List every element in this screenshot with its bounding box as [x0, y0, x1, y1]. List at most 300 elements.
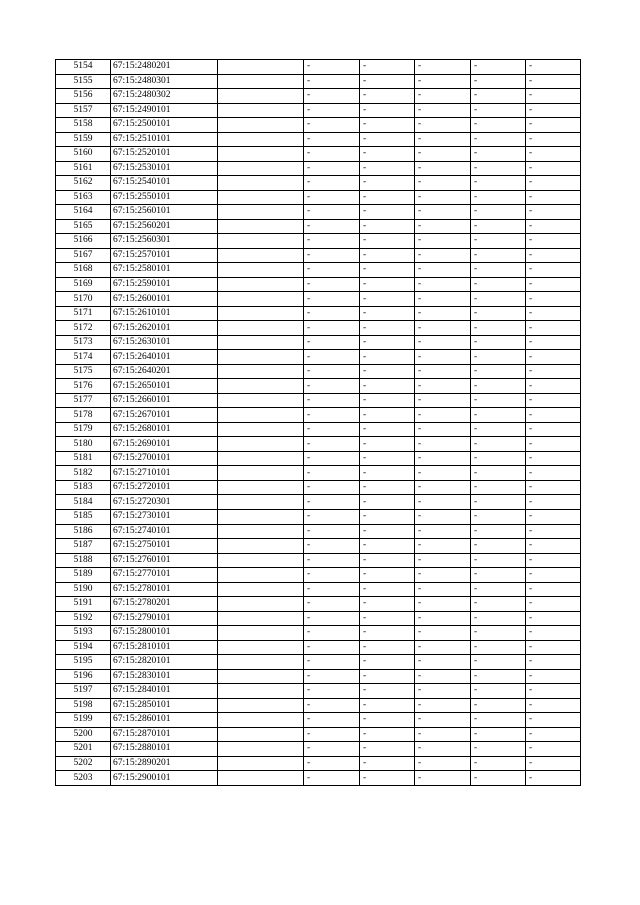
value-cell-3: - [415, 655, 471, 670]
value-cell-3: - [415, 176, 471, 191]
value-cell-5: - [526, 219, 581, 234]
row-number-cell: 5197 [56, 684, 111, 699]
row-number-cell: 5198 [56, 698, 111, 713]
value-cell-1: - [304, 524, 360, 539]
value-cell-5: - [526, 756, 581, 771]
name-cell [218, 248, 304, 263]
row-number-cell: 5192 [56, 611, 111, 626]
row-number-cell: 5173 [56, 335, 111, 350]
table-row [56, 509, 581, 524]
value-cell-3: - [415, 364, 471, 379]
row-number-cell: 5203 [56, 771, 111, 786]
value-cell-3: - [415, 89, 471, 104]
value-cell-1: - [304, 771, 360, 786]
value-cell-5: - [526, 539, 581, 554]
value-cell-3: - [415, 611, 471, 626]
value-cell-2: - [360, 205, 415, 220]
value-cell-1: - [304, 640, 360, 655]
table-row [56, 582, 581, 597]
cadastral-code-cell: 67:15:2870101 [111, 727, 218, 742]
name-cell [218, 118, 304, 133]
name-cell [218, 408, 304, 423]
value-cell-2: - [360, 568, 415, 583]
value-cell-3: - [415, 161, 471, 176]
name-cell [218, 89, 304, 104]
name-cell [218, 756, 304, 771]
value-cell-2: - [360, 263, 415, 278]
value-cell-3: - [415, 727, 471, 742]
value-cell-4: - [471, 698, 526, 713]
value-cell-5: - [526, 379, 581, 394]
row-number-cell: 5201 [56, 742, 111, 757]
cadastral-code-cell: 67:15:2600101 [111, 292, 218, 307]
table-row [56, 176, 581, 191]
value-cell-3: - [415, 321, 471, 336]
value-cell-1: - [304, 553, 360, 568]
value-cell-2: - [360, 771, 415, 786]
value-cell-4: - [471, 132, 526, 147]
cadastral-code-cell: 67:15:2640201 [111, 364, 218, 379]
value-cell-2: - [360, 640, 415, 655]
value-cell-5: - [526, 582, 581, 597]
row-number-cell: 5168 [56, 263, 111, 278]
cadastral-code-cell: 67:15:2500101 [111, 118, 218, 133]
value-cell-1: - [304, 655, 360, 670]
name-cell [218, 234, 304, 249]
value-cell-2: - [360, 292, 415, 307]
table-row [56, 74, 581, 89]
value-cell-3: - [415, 466, 471, 481]
value-cell-1: - [304, 176, 360, 191]
cadastral-code-cell: 67:15:2590101 [111, 277, 218, 292]
value-cell-4: - [471, 248, 526, 263]
value-cell-4: - [471, 350, 526, 365]
value-cell-1: - [304, 306, 360, 321]
name-cell [218, 103, 304, 118]
name-cell [218, 742, 304, 757]
row-number-cell: 5166 [56, 234, 111, 249]
value-cell-2: - [360, 756, 415, 771]
value-cell-4: - [471, 539, 526, 554]
value-cell-1: - [304, 393, 360, 408]
row-number-cell: 5170 [56, 292, 111, 307]
name-cell [218, 263, 304, 278]
value-cell-5: - [526, 306, 581, 321]
value-cell-4: - [471, 509, 526, 524]
name-cell [218, 684, 304, 699]
value-cell-5: - [526, 553, 581, 568]
table-row [56, 350, 581, 365]
row-number-cell: 5186 [56, 524, 111, 539]
value-cell-5: - [526, 234, 581, 249]
name-cell [218, 539, 304, 554]
value-cell-1: - [304, 756, 360, 771]
value-cell-4: - [471, 684, 526, 699]
name-cell [218, 640, 304, 655]
cadastral-code-cell: 67:15:2820101 [111, 655, 218, 670]
value-cell-3: - [415, 742, 471, 757]
value-cell-2: - [360, 364, 415, 379]
value-cell-4: - [471, 422, 526, 437]
cadastral-code-cell: 67:15:2620101 [111, 321, 218, 336]
value-cell-2: - [360, 466, 415, 481]
value-cell-3: - [415, 60, 471, 75]
row-number-cell: 5200 [56, 727, 111, 742]
value-cell-4: - [471, 713, 526, 728]
table-row [56, 437, 581, 452]
value-cell-2: - [360, 176, 415, 191]
value-cell-2: - [360, 103, 415, 118]
value-cell-5: - [526, 335, 581, 350]
value-cell-3: - [415, 684, 471, 699]
value-cell-2: - [360, 480, 415, 495]
row-number-cell: 5157 [56, 103, 111, 118]
value-cell-3: - [415, 234, 471, 249]
name-cell [218, 698, 304, 713]
row-number-cell: 5178 [56, 408, 111, 423]
value-cell-3: - [415, 539, 471, 554]
name-cell [218, 132, 304, 147]
table-row [56, 742, 581, 757]
value-cell-1: - [304, 292, 360, 307]
table-row [56, 292, 581, 307]
value-cell-2: - [360, 393, 415, 408]
value-cell-3: - [415, 306, 471, 321]
name-cell [218, 219, 304, 234]
table-row [56, 364, 581, 379]
value-cell-1: - [304, 742, 360, 757]
row-number-cell: 5184 [56, 495, 111, 510]
value-cell-5: - [526, 524, 581, 539]
name-cell [218, 495, 304, 510]
value-cell-3: - [415, 292, 471, 307]
value-cell-3: - [415, 103, 471, 118]
name-cell [218, 466, 304, 481]
value-cell-5: - [526, 771, 581, 786]
value-cell-3: - [415, 263, 471, 278]
value-cell-3: - [415, 524, 471, 539]
value-cell-5: - [526, 364, 581, 379]
cadastral-code-cell: 67:15:2800101 [111, 626, 218, 641]
name-cell [218, 350, 304, 365]
cadastral-code-cell: 67:15:2530101 [111, 161, 218, 176]
value-cell-5: - [526, 118, 581, 133]
table-row [56, 611, 581, 626]
table-row [56, 335, 581, 350]
cadastral-code-cell: 67:15:2810101 [111, 640, 218, 655]
row-number-cell: 5183 [56, 480, 111, 495]
value-cell-5: - [526, 422, 581, 437]
value-cell-5: - [526, 147, 581, 162]
value-cell-1: - [304, 539, 360, 554]
value-cell-3: - [415, 480, 471, 495]
cadastral-code-cell: 67:15:2560101 [111, 205, 218, 220]
table-row [56, 219, 581, 234]
cadastral-code-cell: 67:15:2770101 [111, 568, 218, 583]
value-cell-3: - [415, 756, 471, 771]
row-number-cell: 5175 [56, 364, 111, 379]
value-cell-5: - [526, 176, 581, 191]
value-cell-2: - [360, 219, 415, 234]
value-cell-4: - [471, 568, 526, 583]
name-cell [218, 582, 304, 597]
name-cell [218, 74, 304, 89]
row-number-cell: 5176 [56, 379, 111, 394]
value-cell-4: - [471, 626, 526, 641]
value-cell-3: - [415, 771, 471, 786]
table-row [56, 393, 581, 408]
name-cell [218, 190, 304, 205]
value-cell-2: - [360, 698, 415, 713]
value-cell-4: - [471, 524, 526, 539]
value-cell-2: - [360, 742, 415, 757]
value-cell-3: - [415, 393, 471, 408]
value-cell-5: - [526, 103, 581, 118]
value-cell-1: - [304, 597, 360, 612]
name-cell [218, 161, 304, 176]
value-cell-5: - [526, 713, 581, 728]
table-row [56, 263, 581, 278]
value-cell-3: - [415, 698, 471, 713]
value-cell-2: - [360, 335, 415, 350]
value-cell-2: - [360, 524, 415, 539]
value-cell-1: - [304, 379, 360, 394]
cadastral-code-cell: 67:15:2900101 [111, 771, 218, 786]
value-cell-4: - [471, 277, 526, 292]
table-row [56, 727, 581, 742]
cadastral-code-cell: 67:15:2560301 [111, 234, 218, 249]
table-row [56, 248, 581, 263]
table-row [56, 277, 581, 292]
value-cell-1: - [304, 118, 360, 133]
value-cell-4: - [471, 597, 526, 612]
table-row [56, 539, 581, 554]
value-cell-3: - [415, 335, 471, 350]
value-cell-2: - [360, 626, 415, 641]
value-cell-4: - [471, 640, 526, 655]
value-cell-4: - [471, 263, 526, 278]
value-cell-1: - [304, 727, 360, 742]
value-cell-5: - [526, 277, 581, 292]
value-cell-5: - [526, 263, 581, 278]
name-cell [218, 147, 304, 162]
value-cell-4: - [471, 466, 526, 481]
row-number-cell: 5182 [56, 466, 111, 481]
name-cell [218, 60, 304, 75]
cadastral-code-cell: 67:15:2480302 [111, 89, 218, 104]
value-cell-2: - [360, 495, 415, 510]
cadastral-code-cell: 67:15:2580101 [111, 263, 218, 278]
value-cell-5: - [526, 60, 581, 75]
value-cell-3: - [415, 408, 471, 423]
value-cell-4: - [471, 335, 526, 350]
value-cell-5: - [526, 248, 581, 263]
value-cell-3: - [415, 379, 471, 394]
value-cell-5: - [526, 655, 581, 670]
table-row [56, 698, 581, 713]
registry-table [55, 59, 581, 786]
value-cell-5: - [526, 350, 581, 365]
cadastral-code-cell: 67:15:2480201 [111, 60, 218, 75]
cadastral-code-cell: 67:15:2520101 [111, 147, 218, 162]
value-cell-1: - [304, 582, 360, 597]
cadastral-code-cell: 67:15:2540101 [111, 176, 218, 191]
name-cell [218, 655, 304, 670]
row-number-cell: 5171 [56, 306, 111, 321]
cadastral-code-cell: 67:15:2630101 [111, 335, 218, 350]
name-cell [218, 568, 304, 583]
table-row [56, 205, 581, 220]
table-row [56, 321, 581, 336]
value-cell-5: - [526, 698, 581, 713]
cadastral-code-cell: 67:15:2750101 [111, 539, 218, 554]
value-cell-1: - [304, 161, 360, 176]
value-cell-1: - [304, 147, 360, 162]
cadastral-code-cell: 67:15:2730101 [111, 509, 218, 524]
name-cell [218, 771, 304, 786]
value-cell-5: - [526, 393, 581, 408]
cadastral-code-cell: 67:15:2890201 [111, 756, 218, 771]
value-cell-2: - [360, 669, 415, 684]
table-row [56, 466, 581, 481]
cadastral-code-cell: 67:15:2700101 [111, 451, 218, 466]
value-cell-3: - [415, 422, 471, 437]
row-number-cell: 5163 [56, 190, 111, 205]
value-cell-1: - [304, 89, 360, 104]
value-cell-2: - [360, 582, 415, 597]
table-row [56, 597, 581, 612]
value-cell-4: - [471, 742, 526, 757]
name-cell [218, 553, 304, 568]
cadastral-code-cell: 67:15:2550101 [111, 190, 218, 205]
table-row [56, 480, 581, 495]
value-cell-1: - [304, 219, 360, 234]
cadastral-code-cell: 67:15:2490101 [111, 103, 218, 118]
value-cell-3: - [415, 597, 471, 612]
value-cell-1: - [304, 422, 360, 437]
value-cell-2: - [360, 74, 415, 89]
table-row [56, 713, 581, 728]
value-cell-4: - [471, 205, 526, 220]
value-cell-5: - [526, 480, 581, 495]
row-number-cell: 5158 [56, 118, 111, 133]
name-cell [218, 524, 304, 539]
cadastral-code-cell: 67:15:2480301 [111, 74, 218, 89]
name-cell [218, 727, 304, 742]
row-number-cell: 5180 [56, 437, 111, 452]
name-cell [218, 379, 304, 394]
value-cell-4: - [471, 190, 526, 205]
value-cell-2: - [360, 161, 415, 176]
value-cell-1: - [304, 321, 360, 336]
value-cell-5: - [526, 626, 581, 641]
value-cell-2: - [360, 422, 415, 437]
value-cell-2: - [360, 539, 415, 554]
value-cell-5: - [526, 568, 581, 583]
value-cell-2: - [360, 611, 415, 626]
cadastral-code-cell: 67:15:2760101 [111, 553, 218, 568]
value-cell-5: - [526, 466, 581, 481]
row-number-cell: 5164 [56, 205, 111, 220]
value-cell-3: - [415, 437, 471, 452]
value-cell-5: - [526, 684, 581, 699]
row-number-cell: 5156 [56, 89, 111, 104]
value-cell-5: - [526, 611, 581, 626]
value-cell-3: - [415, 277, 471, 292]
value-cell-4: - [471, 89, 526, 104]
value-cell-2: - [360, 437, 415, 452]
table-row [56, 640, 581, 655]
value-cell-3: - [415, 669, 471, 684]
table-row [56, 669, 581, 684]
row-number-cell: 5174 [56, 350, 111, 365]
table-body [56, 60, 581, 786]
row-number-cell: 5162 [56, 176, 111, 191]
value-cell-4: - [471, 321, 526, 336]
value-cell-5: - [526, 669, 581, 684]
name-cell [218, 626, 304, 641]
value-cell-4: - [471, 161, 526, 176]
value-cell-1: - [304, 277, 360, 292]
cadastral-code-cell: 67:15:2650101 [111, 379, 218, 394]
value-cell-2: - [360, 248, 415, 263]
cadastral-code-cell: 67:15:2680101 [111, 422, 218, 437]
name-cell [218, 611, 304, 626]
name-cell [218, 277, 304, 292]
row-number-cell: 5159 [56, 132, 111, 147]
row-number-cell: 5193 [56, 626, 111, 641]
value-cell-4: - [471, 364, 526, 379]
value-cell-3: - [415, 74, 471, 89]
value-cell-3: - [415, 248, 471, 263]
value-cell-5: - [526, 742, 581, 757]
table-row [56, 451, 581, 466]
value-cell-5: - [526, 205, 581, 220]
value-cell-1: - [304, 669, 360, 684]
table-row [56, 161, 581, 176]
value-cell-1: - [304, 495, 360, 510]
name-cell [218, 335, 304, 350]
value-cell-5: - [526, 132, 581, 147]
value-cell-1: - [304, 437, 360, 452]
cadastral-code-cell: 67:15:2780201 [111, 597, 218, 612]
value-cell-4: - [471, 306, 526, 321]
cadastral-code-cell: 67:15:2880101 [111, 742, 218, 757]
value-cell-1: - [304, 611, 360, 626]
value-cell-4: - [471, 408, 526, 423]
value-cell-1: - [304, 626, 360, 641]
value-cell-3: - [415, 350, 471, 365]
value-cell-1: - [304, 684, 360, 699]
row-number-cell: 5177 [56, 393, 111, 408]
value-cell-1: - [304, 234, 360, 249]
value-cell-4: - [471, 655, 526, 670]
name-cell [218, 669, 304, 684]
value-cell-1: - [304, 74, 360, 89]
row-number-cell: 5169 [56, 277, 111, 292]
value-cell-4: - [471, 74, 526, 89]
name-cell [218, 306, 304, 321]
value-cell-3: - [415, 451, 471, 466]
name-cell [218, 480, 304, 495]
value-cell-2: - [360, 408, 415, 423]
value-cell-1: - [304, 509, 360, 524]
cadastral-code-cell: 67:15:2690101 [111, 437, 218, 452]
cadastral-code-cell: 67:15:2710101 [111, 466, 218, 481]
name-cell [218, 713, 304, 728]
row-number-cell: 5195 [56, 655, 111, 670]
table-row [56, 103, 581, 118]
